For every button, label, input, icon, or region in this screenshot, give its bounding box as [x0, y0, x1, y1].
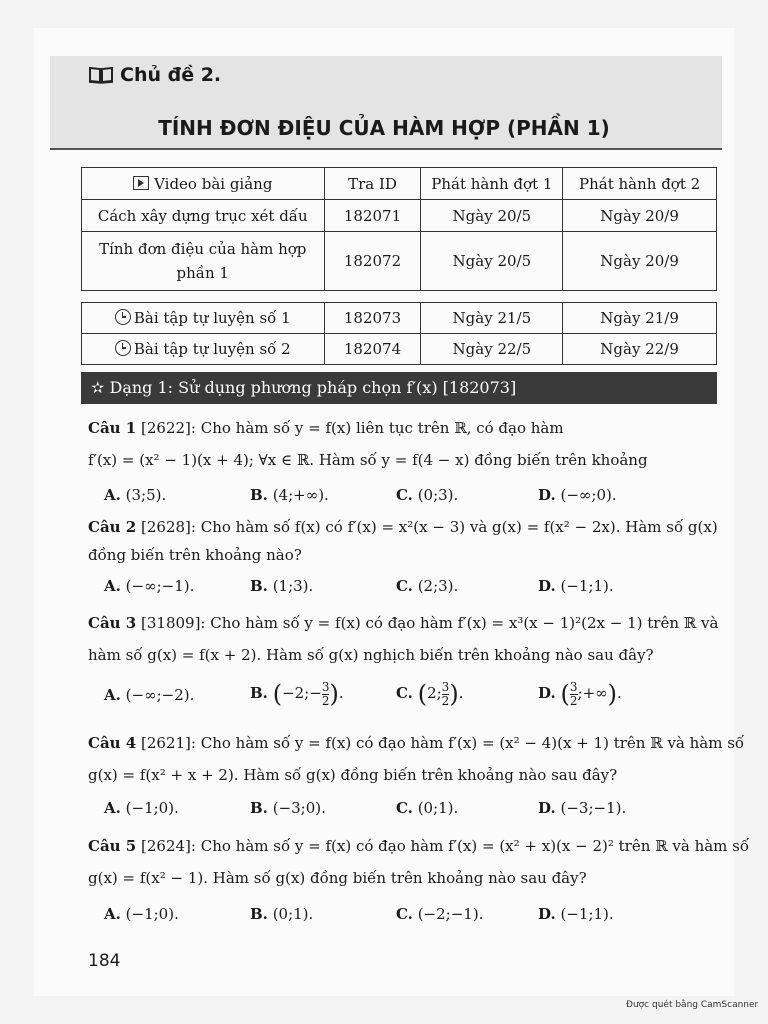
- section-heading: ✫ Dạng 1: Sử dụng phương pháp chọn f′(x) [182073]: [81, 372, 717, 404]
- page-title: TÍNH ĐƠN ĐIỆU CỦA HÀM HỢP (PHẦN 1): [158, 116, 610, 140]
- option-b[interactable]: B. (4;+∞).: [250, 486, 329, 504]
- release-2-cell: Ngày 20/9: [563, 232, 717, 291]
- scanner-watermark: Được quét bằng CamScanner: [626, 1000, 759, 1010]
- option-a[interactable]: A. (−1;0).: [104, 799, 179, 817]
- question-4: [88, 733, 744, 785]
- question-text-line2: hàm số g(x) = f(x + 2). Hàm số g(x) nghịch biến trên khoảng nào sau đây?: [88, 646, 654, 664]
- option-b[interactable]: B. (−3;0).: [250, 799, 326, 817]
- id-cell: 182072: [324, 232, 421, 291]
- clock-icon: [115, 340, 131, 356]
- option-c[interactable]: C. (0;1).: [396, 799, 459, 817]
- option-b[interactable]: B. (0;1).: [250, 905, 314, 923]
- fraction: $\frac{3}{2}$: [441, 679, 450, 708]
- option-c[interactable]: C. (2; $\frac{3}{2}$ ).: [396, 679, 464, 708]
- exercise-table: [81, 302, 717, 365]
- release-1-cell: Ngày 20/5: [421, 200, 563, 232]
- option-b[interactable]: B. (−2;− $\frac{3}{2}$ ).: [250, 679, 344, 708]
- video-title-cell[interactable]: Tính đơn điệu của hàm hợp phần 1: [82, 232, 325, 291]
- book-icon: [88, 66, 114, 84]
- topic-text: Chủ đề 2.: [120, 64, 222, 86]
- question-text-line2: g(x) = f(x² + x + 2). Hàm số g(x) đồng biến trên khoảng nào sau đây?: [88, 766, 618, 784]
- question-text-line2: g(x) = f(x² − 1). Hàm số g(x) đồng biến trên khoảng nào sau đây?: [88, 869, 587, 887]
- option-c[interactable]: C. (−2;−1).: [396, 905, 484, 923]
- fraction: $\frac{3}{2}$: [321, 679, 330, 708]
- clock-icon: [115, 309, 131, 325]
- header-cell-video: Video bài giảng: [82, 168, 325, 200]
- release-2-cell: Ngày 20/9: [563, 200, 717, 232]
- exercise-title-cell[interactable]: Bài tập tự luyện số 1: [82, 303, 325, 334]
- page-number: 184: [88, 951, 121, 971]
- table-row[interactable]: [82, 200, 717, 232]
- fraction: $\frac{3}{2}$: [569, 679, 578, 708]
- id-cell: 182074: [324, 334, 421, 365]
- video-title-cell[interactable]: Cách xây dựng trục xét dấu: [82, 200, 325, 232]
- table-row[interactable]: [82, 232, 717, 291]
- question-5: [88, 836, 749, 888]
- question-text-line2: đồng biến trên khoảng nào?: [88, 546, 302, 564]
- option-a[interactable]: A. (−∞;−2).: [104, 686, 195, 704]
- table-row[interactable]: [82, 334, 717, 365]
- option-d[interactable]: D. (−1;1).: [538, 577, 614, 595]
- release-2-cell: Ngày 22/9: [563, 334, 717, 365]
- id-cell: 182073: [324, 303, 421, 334]
- question-label: Câu 5: [88, 837, 137, 855]
- question-text-line1: [31809]: Cho hàm số y = f(x) có đạo hàm f′(x) = x³(x − 1)²(2x − 1) trên ℝ và: [141, 614, 719, 632]
- table-row[interactable]: [82, 303, 717, 334]
- topic-label: [88, 64, 221, 86]
- option-b[interactable]: B. (1;3).: [250, 577, 314, 595]
- option-c[interactable]: C. (2;3).: [396, 577, 459, 595]
- question-1: [88, 418, 648, 470]
- id-cell: 182071: [324, 200, 421, 232]
- option-a[interactable]: A. (3;5).: [104, 486, 167, 504]
- video-play-icon: [133, 176, 149, 190]
- option-c[interactable]: C. (0;3).: [396, 486, 459, 504]
- option-d[interactable]: D. (−3;−1).: [538, 799, 627, 817]
- question-text-line2: f′(x) = (x² − 1)(x + 4); ∀x ∈ ℝ. Hàm số y = f(4 − x) đồng biến trên khoảng: [88, 451, 648, 469]
- question-label: Câu 4: [88, 734, 137, 752]
- header-cell-release-2: Phát hành đợt 2: [563, 168, 717, 200]
- question-label: Câu 1: [88, 419, 137, 437]
- option-d[interactable]: D. ( $\frac{3}{2}$ ;+∞).: [538, 679, 622, 708]
- release-1-cell: Ngày 22/5: [421, 334, 563, 365]
- video-table: [81, 167, 717, 291]
- question-label: Câu 3: [88, 614, 137, 632]
- question-text-line1: [2624]: Cho hàm số y = f(x) có đạo hàm f′(x) = (x² + x)(x − 2)² trên ℝ và hàm số: [141, 837, 750, 855]
- question-text-line1: [2622]: Cho hàm số y = f(x) liên tục trên ℝ, có đạo hàm: [141, 419, 564, 437]
- question-label: Câu 2: [88, 518, 137, 536]
- option-d[interactable]: D. (−1;1).: [538, 905, 614, 923]
- release-1-cell: Ngày 21/5: [421, 303, 563, 334]
- question-text-line1: [2621]: Cho hàm số y = f(x) có đạo hàm f′(x) = (x² − 4)(x + 1) trên ℝ và hàm số: [141, 734, 745, 752]
- table-header-row: [82, 168, 717, 200]
- question-3: [88, 613, 718, 665]
- question-2: [88, 517, 718, 565]
- question-text-line1: [2628]: Cho hàm số f(x) có f′(x) = x²(x − 3) và g(x) = f(x² − 2x). Hàm số g(x): [141, 518, 718, 536]
- release-2-cell: Ngày 21/9: [563, 303, 717, 334]
- header-cell-release-1: Phát hành đợt 1: [421, 168, 563, 200]
- option-d[interactable]: D. (−∞;0).: [538, 486, 617, 504]
- exercise-title-cell[interactable]: Bài tập tự luyện số 2: [82, 334, 325, 365]
- header-cell-id: Tra ID: [324, 168, 421, 200]
- option-a[interactable]: A. (−∞;−1).: [104, 577, 195, 595]
- option-a[interactable]: A. (−1;0).: [104, 905, 179, 923]
- release-1-cell: Ngày 20/5: [421, 232, 563, 291]
